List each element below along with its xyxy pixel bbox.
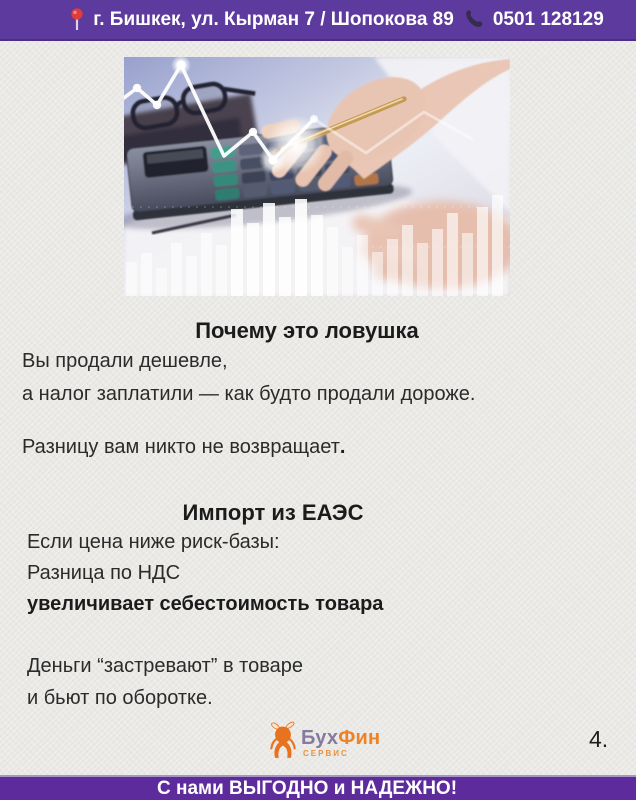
logo-name-part2: Фин [338,726,381,749]
glow-small [259,146,287,174]
accounting-photo [124,57,510,296]
trap-line-3-text: Разницу вам никто не возвращает [22,436,340,458]
money-line-1: Деньги “застревают” в товаре [27,655,303,677]
money-line-2: и бьют по оборотке. [27,687,213,709]
trap-line-1: Вы продали дешевле, [22,350,228,372]
section-import-heading: Импорт из ЕАЭС [182,500,364,525]
accounting-photo-illustration [124,57,510,296]
import-line-1: Если цена ниже риск-базы: [27,531,280,553]
import-line-2: Разница по НДС [27,562,181,584]
company-logo [268,719,380,766]
logo-name-part1: Бух [301,726,339,749]
address-text: г. Бишкек, ул. Кырман 7 / Шопокова 89 [93,8,454,30]
trap-line-3-period: . [339,436,346,458]
import-line-3-bold: увеличивает себестоимость товара [27,593,384,615]
page-number: 4. [589,726,609,752]
logo-texts [301,728,380,758]
logo-subtitle: СЕРВИС [303,748,349,758]
slogan-text: С нами ВЫГОДНО и НАДЕЖНО! [156,777,458,799]
top-bar [0,0,636,41]
trap-line-2: а налог заплатили — как будто продали дороже. [22,383,476,405]
section-trap-heading: Почему это ловушка [195,318,419,343]
phone-number: 0501 128129 [492,8,604,30]
bull-icon [268,719,298,766]
phone-icon [463,9,484,30]
logo-name [301,728,380,748]
trap-line-3 [22,436,345,459]
location-pin-icon [70,8,84,32]
bottom-bar [0,775,636,800]
